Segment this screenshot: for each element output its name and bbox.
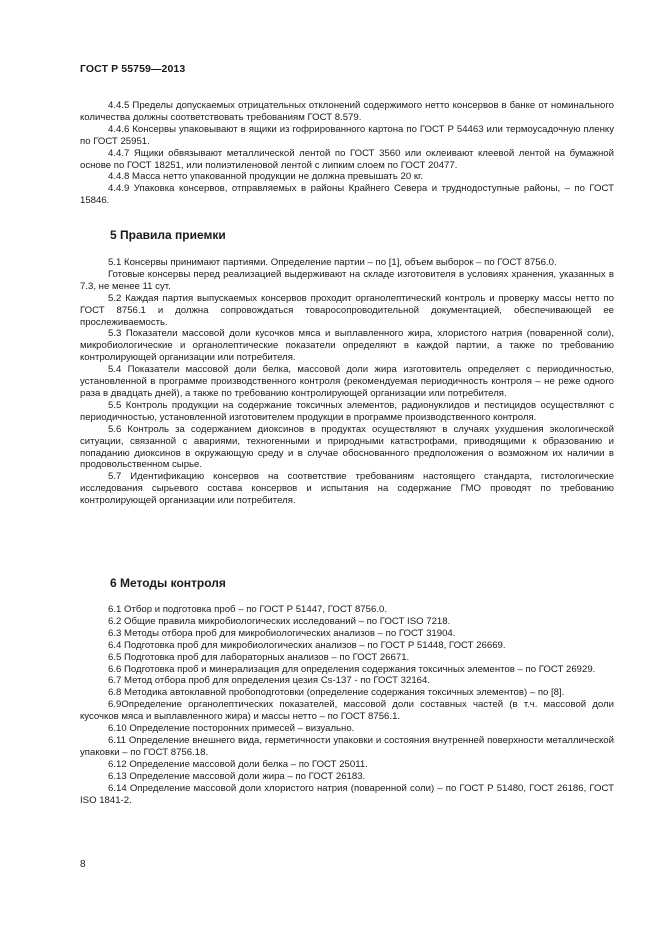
paragraph-6-11: 6.11 Определение внешнего вида, герметичности упаковки и состояния внутренней поверхности металлической упаковки – по ГОСТ 8756.18.: [80, 734, 614, 758]
section-4-continuation: [80, 100, 614, 207]
paragraph-6-6: 6.6 Подготовка проб и минерализация для определения содержания токсичных элементов – по ГОСТ 26929.: [108, 663, 596, 675]
section-6-title: 6 Методы контроля: [110, 576, 226, 590]
section-6-body: [80, 604, 614, 806]
paragraph-5-1: 5.1 Консервы принимают партиями. Определение партии – по [1], объем выборок – по ГОСТ 8756.0.: [108, 257, 557, 268]
paragraph-6-14: 6.14 Определение массовой доли хлористого натрия (поваренной соли) – по ГОСТ Р 51480, ГОСТ 26186, ГОСТ ISO 1841-2.: [80, 782, 614, 806]
paragraph-5-1-storage: Готовые консервы перед реализацией выдерживают на складе изготовителя в условиях хранения, указанных в 7.3, не менее 11 сут.: [80, 268, 614, 292]
paragraph-4-4-9: 4.4.9 Упаковка консервов, отправляемых в районы Крайнего Севера и труднодоступные районы, – по ГОСТ 15846.: [80, 183, 614, 207]
section-5-title: 5 Правила приемки: [110, 228, 226, 242]
paragraph-5-4: 5.4 Показатели массовой доли белка, массовой доли жира изготовитель определяет с периодичностью, установленной в программе производственного контроля (рекомендуемая периодичность контроля – не реже одного раза в двадцать дней), а также по требованию контролирующей организации или потребителя.: [80, 364, 614, 399]
paragraph-6-4: 6.4 Подготовка проб для микробиологических анализов – по ГОСТ Р 51448, ГОСТ 26669.: [108, 639, 506, 651]
paragraph-4-4-6: 4.4.6 Консервы упаковывают в ящики из гофрированного картона по ГОСТ Р 54463 или термоусадочную пленку по ГОСТ 25951.: [80, 123, 614, 147]
paragraph-6-8: 6.8 Методика автоклавной пробоподготовки (определение содержания токсичных элементов) – по [8].: [108, 687, 565, 699]
paragraph-6-7: 6.7 Метод отбора проб для определения цезия Cs-137 - по ГОСТ 32164.: [108, 675, 430, 687]
paragraph-5-5: 5.5 Контроль продукции на содержание токсичных элементов, радионуклидов и пестицидов осуществляют с периодичностью, установленной изготовителем продукции в программе производственного контроля.: [80, 399, 614, 423]
page-number: 8: [80, 859, 86, 870]
paragraph-6-9: 6.9Определение органолептических показателей, массовой доли составных частей (в т.ч. массовой доли кусочков мяса и выплавленного жира) и массы нетто – по ГОСТ 8756.1.: [80, 699, 614, 723]
paragraph-5-2: 5.2 Каждая партия выпускаемых консервов проходит органолептический контроль и проверку массы нетто по ГОСТ 8756.1 и должна сопровождаться товаросопроводительной документацией, обеспечивающей ее прослеживаемость.: [80, 292, 614, 328]
paragraph-5-7: 5.7 Идентификацию консервов на соответствие требованиям настоящего стандарта, гистологические исследования сырьевого состава консервов и испытания на содержание ГМО проводят по требованию контролирующей организации или потребителя.: [80, 471, 614, 507]
section-5-body: [80, 257, 614, 507]
paragraph-4-4-7: 4.4.7 Ящики обвязывают металлической лентой по ГОСТ 3560 или оклеивают клеевой лентой на бумажной основе по ГОСТ 18251, или полиэтиленовой лентой с липким слоем по ГОСТ 20477.: [80, 147, 614, 171]
paragraph-4-4-5: 4.4.5 Пределы допускаемых отрицательных отклонений содержимого нетто консервов в банке от номинального количества должны соответствовать требованиям ГОСТ 8.579.: [80, 100, 614, 123]
paragraph-6-5: 6.5 Подготовка проб для лабораторных анализов – по ГОСТ 26671.: [108, 651, 410, 663]
paragraph-5-6: 5.6 Контроль за содержанием диоксинов в продуктах осуществляют в случаях ухудшения экологической ситуации, связанной с авариями, техногенными и природными катастрофами, приводящими к образованию и попаданию диоксинов в окружающую среду и в случае обоснованного предположения о возможном их наличии в продовольственном сырье.: [80, 423, 614, 471]
paragraph-6-12: 6.12 Определение массовой доли белка – по ГОСТ 25011.: [108, 758, 368, 770]
standard-code-header: ГОСТ Р 55759—2013: [80, 63, 186, 75]
paragraph-4-4-8: 4.4.8 Масса нетто упакованной продукции не должна превышать 20 кг.: [108, 171, 424, 183]
paragraph-6-13: 6.13 Определение массовой доли жира – по ГОСТ 26183.: [108, 770, 366, 782]
paragraph-6-1: 6.1 Отбор и подготовка проб – по ГОСТ Р 51447, ГОСТ 8756.0.: [108, 604, 387, 615]
paragraph-6-10: 6.10 Определение посторонних примесей – визуально.: [108, 723, 355, 735]
paragraph-6-3: 6.3 Методы отбора проб для микробиологических анализов – по ГОСТ 31904.: [108, 627, 456, 639]
paragraph-5-3: 5.3 Показатели массовой доли кусочков мяса и выплавленного жира, хлористого натрия (поваренной соли), микробиологические и органолептические показатели определяют в каждой партии, а также по требованию контролирующей организации или потребителя.: [80, 328, 614, 364]
paragraph-6-2: 6.2 Общие правила микробиологических исследований – по ГОСТ ISO 7218.: [108, 615, 451, 627]
